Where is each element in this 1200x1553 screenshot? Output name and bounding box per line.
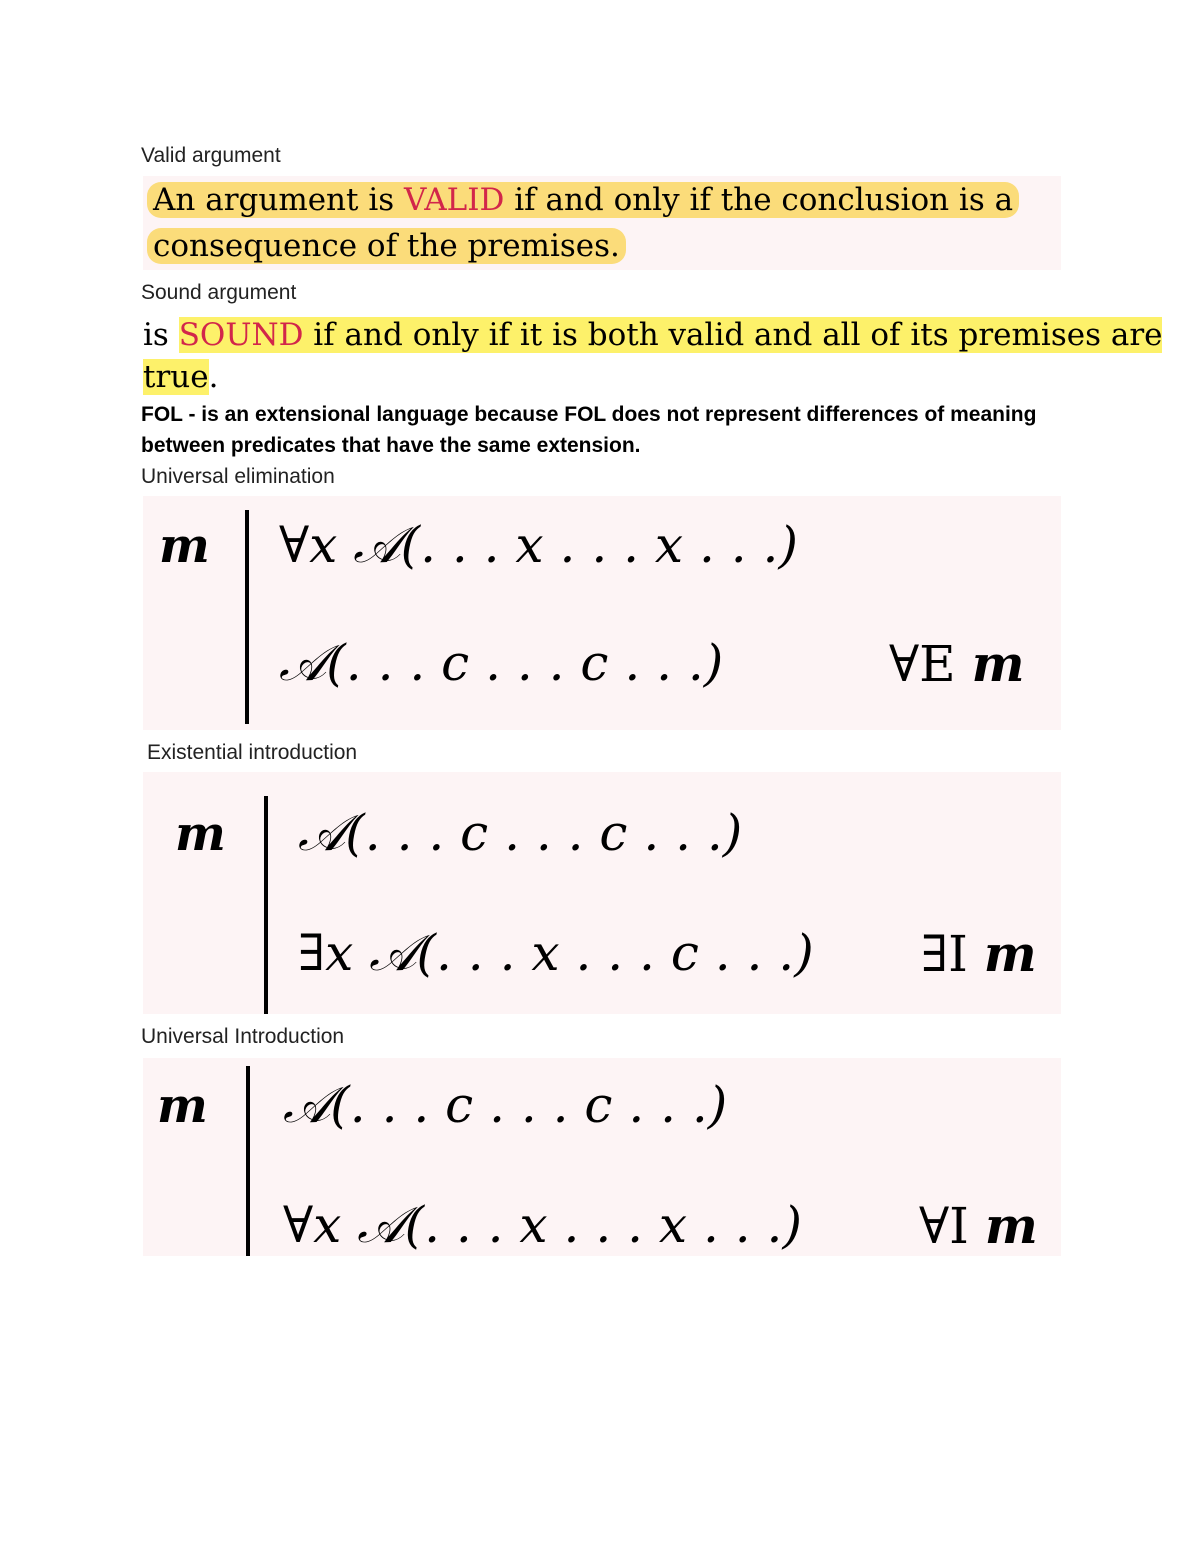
ei-conclusion: ∃x 𝒜(. . . x . . . c . . .) [298,924,814,982]
ue-conclusion: 𝒜(. . . c . . . c . . .) [279,634,724,692]
ei-scope-bar [264,796,268,1014]
ui-conclusion: ∀x 𝒜(. . . x . . . x . . .) [283,1196,802,1254]
ui-line-number: m [157,1078,208,1134]
valid-definition-line2: consequence of the premises. [147,226,626,266]
ei-premise: 𝒜(. . . c . . . c . . .) [298,804,743,862]
sound-definition [143,314,1163,398]
sound-definition-line2: true. [143,359,219,395]
ue-scope-bar [245,510,249,724]
existential-introduction-heading: Existential introduction [147,741,358,764]
universal-elimination-proof [143,496,1061,730]
universal-introduction-proof [143,1058,1061,1256]
ei-justification: ∃I m [921,924,1037,983]
ue-line-number: m [159,518,210,574]
ui-justification: ∀I m [919,1196,1038,1255]
universal-introduction-heading: Universal Introduction [141,1025,345,1048]
ue-justification: ∀E m [889,634,1025,693]
ue-premise: ∀x 𝒜(. . . x . . . x . . .) [279,516,798,574]
sound-heading: Sound argument [141,281,297,304]
ei-line-number: m [175,806,226,862]
ui-premise: 𝒜(. . . c . . . c . . .) [283,1076,728,1134]
sound-keyword: SOUND [178,317,304,353]
existential-introduction-proof [143,772,1061,1014]
fol-note: FOL - is an extensional language because FOL does not represent differences of meaning between predicates that have the same extension. [141,403,1037,457]
valid-definition-box [143,176,1061,270]
ui-scope-bar [246,1066,250,1256]
sound-definition-line1: is SOUND if and only if it is both valid and all of its premises are [143,317,1163,353]
valid-keyword: VALID [404,182,505,218]
valid-definition-line1: An argument is VALID if and only if the conclusion is a [147,180,1019,220]
valid-heading: Valid argument [141,144,281,167]
universal-elimination-heading: Universal elimination [141,465,335,488]
